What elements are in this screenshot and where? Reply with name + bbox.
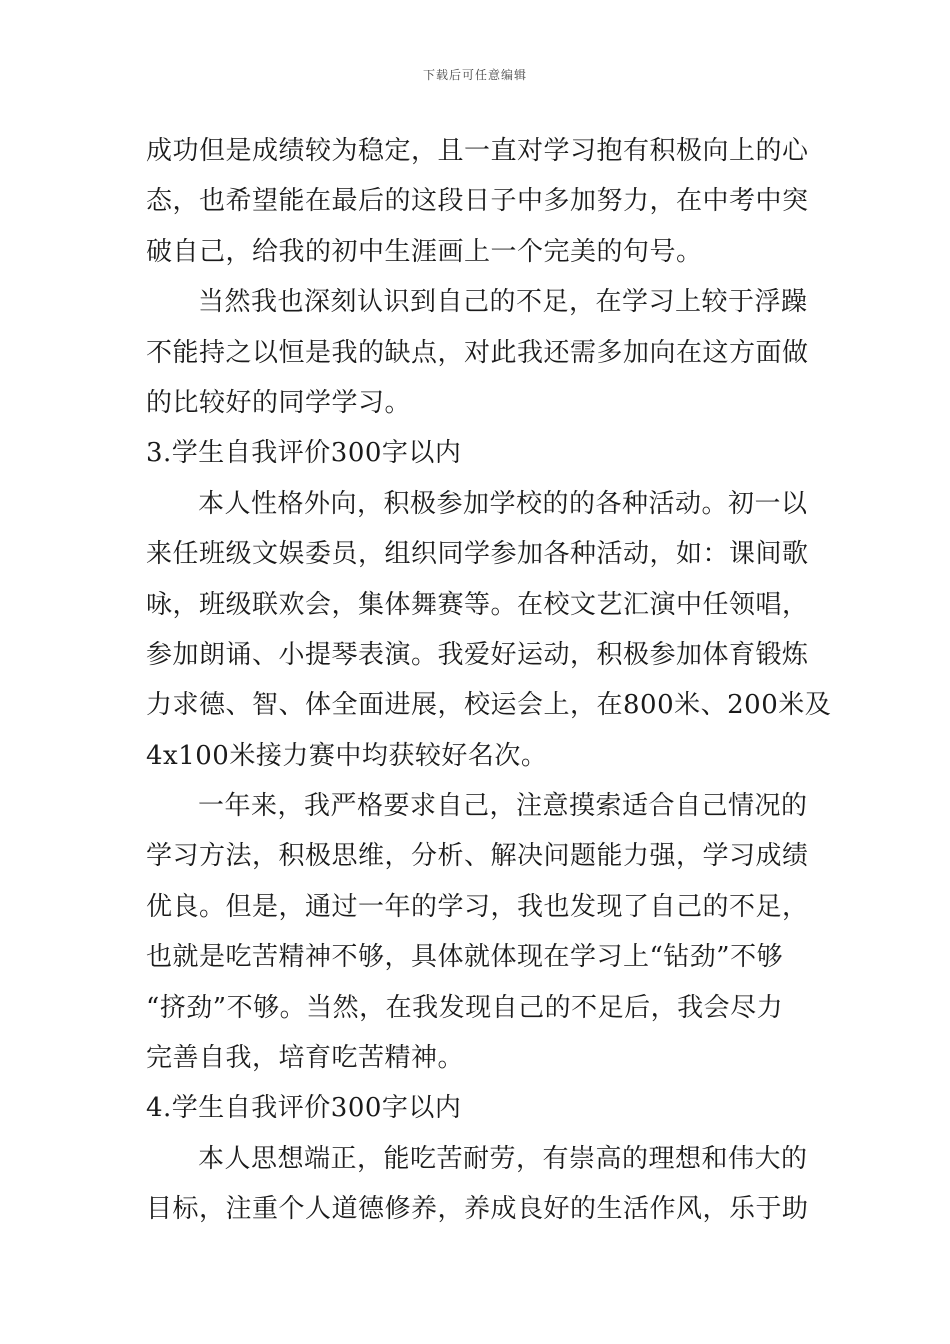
text-line: 本人性格外向，积极参加学校的的各种活动。初一以	[198, 488, 808, 519]
page-header: 下载后可任意编辑	[422, 68, 527, 82]
text-line: 参加朗诵、小提琴表演。我爱好运动，积极参加体育锻炼	[146, 639, 809, 670]
text-line: 当然我也深刻认识到自己的不足，在学习上较于浮躁	[198, 287, 808, 318]
text-line: 的比较好的同学学习。	[146, 387, 412, 418]
text-line: 学习方法，积极思维，分析、解决问题能力强，学习成绩	[146, 841, 809, 872]
text-line: 力求德、智、体全面进展，校运会上，在800米、200米及	[146, 690, 832, 721]
text-line: 态，也希望能在最后的这段日子中多加努力，在中考中突	[146, 186, 809, 217]
text-line: 一年来，我严格要求自己，注意摸索适合自己情况的	[198, 791, 808, 822]
text-line: 成功但是成绩较为稳定，且一直对学习抱有积极向上的心	[146, 136, 809, 166]
text-line: 3.学生自我评价300字以内	[146, 438, 462, 469]
text-line: 目标，注重个人道德修养，养成良好的生活作风，乐于助	[146, 1194, 809, 1225]
text-line: 本人思想端正，能吃苦耐劳，有崇高的理想和伟大的	[198, 1143, 808, 1174]
text-line: 4.学生自我评价300字以内	[146, 1093, 462, 1124]
text-line: 不能持之以恒是我的缺点，对此我还需多加向在这方面做	[146, 337, 809, 368]
text-line: 优良。但是，通过一年的学习，我也发现了自己的不足，	[146, 891, 809, 922]
text-line: 来任班级文娱委员，组织同学参加各种活动，如：课间歌	[146, 539, 809, 570]
document-body	[146, 126, 832, 1235]
text-line: “挤劲”不够。当然，在我发现自己的不足后，我会尽力	[146, 992, 784, 1023]
text-line: 破自己，给我的初中生涯画上一个完美的句号。	[146, 236, 703, 267]
text-line: 4x100米接力赛中均获较好名次。	[146, 740, 548, 771]
text-line: 咏，班级联欢会，集体舞赛等。在校文艺汇演中任领唱，	[146, 589, 809, 620]
text-line: 完善自我，培育吃苦精神。	[146, 1043, 465, 1074]
text-line: 也就是吃苦精神不够，具体就体现在学习上“钻劲”不够	[146, 942, 784, 973]
